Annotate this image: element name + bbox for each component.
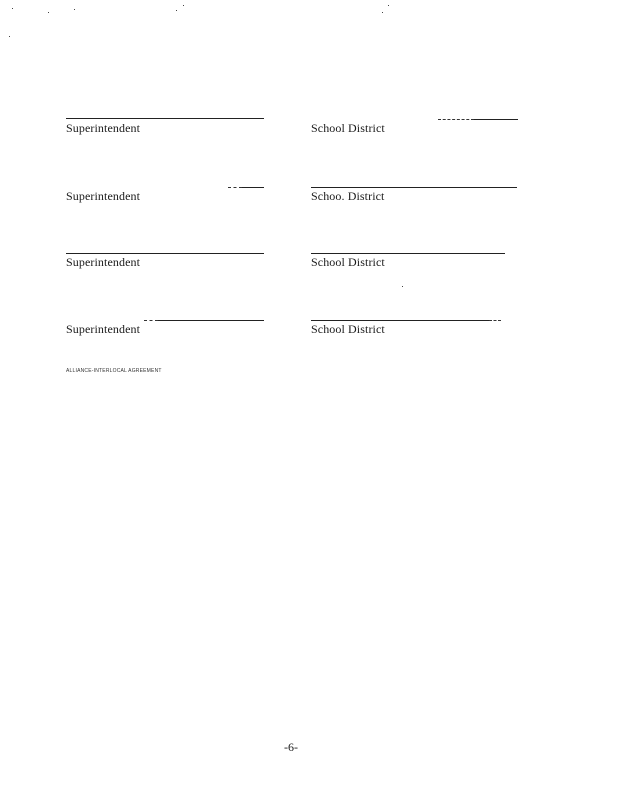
signature-line-district xyxy=(311,253,505,254)
scan-speck xyxy=(74,9,75,10)
signature-line-district xyxy=(311,320,489,321)
superintendent-label: Superintendent xyxy=(66,255,141,269)
signature-line-superintendent xyxy=(66,118,264,119)
signature-line-superintendent xyxy=(66,253,264,254)
scan-speck xyxy=(9,36,10,37)
page-number: -6- xyxy=(284,740,298,754)
scan-speck xyxy=(402,286,403,287)
scan-speck xyxy=(12,8,13,9)
school-district-label: Schoo. District xyxy=(311,189,385,203)
signature-line-district xyxy=(438,119,474,120)
signature-line-district xyxy=(489,320,501,321)
signature-line-district xyxy=(311,187,517,188)
scan-speck xyxy=(48,12,49,13)
school-district-label: School District xyxy=(311,322,385,336)
agreement-footer-note: ALLIANCE-INTERLOCAL AGREEMENT xyxy=(66,368,162,374)
school-district-label: School District xyxy=(311,121,385,135)
scan-speck xyxy=(382,12,383,13)
superintendent-label: Superintendent xyxy=(66,189,141,203)
signature-line-superintendent xyxy=(158,320,264,321)
signature-line-superintendent xyxy=(242,187,264,188)
scan-speck xyxy=(183,5,184,6)
scan-speck xyxy=(176,10,177,11)
signature-line-superintendent xyxy=(228,187,242,188)
superintendent-label: Superintendent xyxy=(66,121,141,135)
signature-line-district xyxy=(474,119,518,120)
scan-speck xyxy=(388,5,389,6)
superintendent-label: Superintendent xyxy=(66,322,141,336)
school-district-label: School District xyxy=(311,255,385,269)
signature-line-superintendent xyxy=(144,320,158,321)
